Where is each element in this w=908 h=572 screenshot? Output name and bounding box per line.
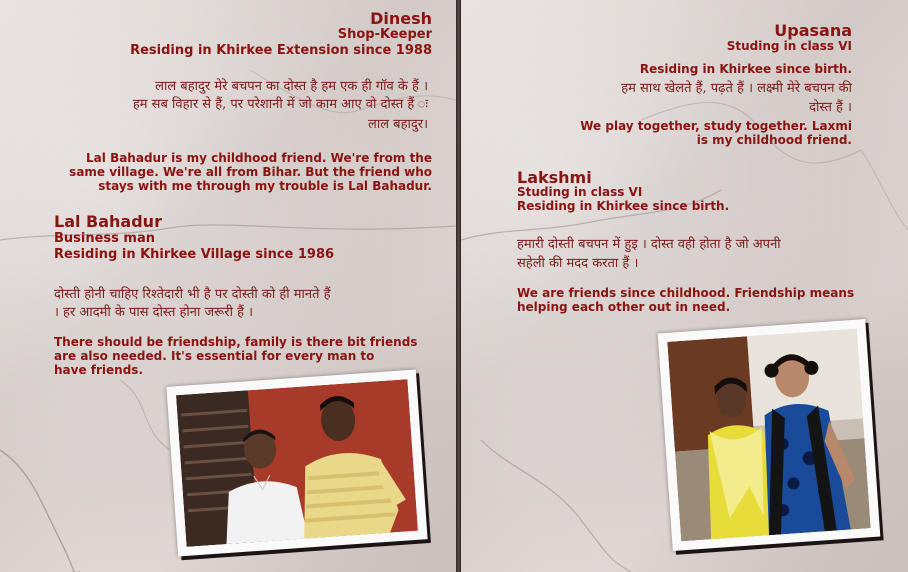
lakshmi-hindi-line1: हमारी दोस्ती बचपन में हुइ । दोस्त वही होता है जो अपनी [517, 237, 781, 252]
lal-bahadur-english-line3: have friends. [54, 363, 144, 377]
lakshmi-english-line1: We are friends since childhood. Friendship means [517, 286, 855, 300]
upasana-name: Upasana [774, 21, 852, 40]
lal-bahadur-residence: Residing in Khirkee Village since 1986 [54, 247, 335, 262]
photo-upasana-lakshmi [658, 319, 881, 551]
men-photo-illustration [176, 379, 418, 547]
dinesh-hindi-line3: लाल बहादुर। [368, 117, 428, 132]
upasana-hindi-line1: हम साथ खेलते हैं, पढ़ते हैं । लक्ष्मी मेरे बचपन की [621, 81, 852, 96]
dinesh-hindi-line2: हम सब विहार से हैं, पर परेशानी में जो काम आए वो दोस्त हैं ः [132, 97, 428, 112]
dinesh-english-line3: stays with me through my trouble is Lal Bahadur. [98, 179, 432, 193]
right-page [461, 0, 908, 572]
lakshmi-hindi-line2: सहेली की मदद करता हैं । [517, 256, 639, 271]
lakshmi-residence: Residing in Khirkee since birth. [517, 199, 730, 213]
photo-dinesh-lal-bahadur [166, 369, 427, 556]
upasana-residence: Residing in Khirkee since birth. [639, 62, 852, 76]
lal-bahadur-english-line1: There should be friendship, family is there bit friends [54, 335, 418, 349]
lal-bahadur-hindi-line2: । हर आदमी के पास दोस्त होना जरूरी हैं । [54, 305, 254, 320]
upasana-english-line1: We play together, study together. Laxmi [580, 119, 852, 133]
dinesh-name: Dinesh [370, 9, 432, 28]
dinesh-english-line2: same village. We're all from Bihar. But the friend who [69, 165, 432, 179]
lakshmi-english-line2: helping each other out in need. [517, 300, 731, 314]
lakshmi-name: Lakshmi [517, 168, 592, 187]
lal-bahadur-english-line2: are also needed. It's essential for every man to [54, 349, 375, 363]
dinesh-hindi-line1: लाल बहादुर मेरे बचपन का दोस्त है हम एक ही गॉव के हैं । [155, 79, 428, 94]
dinesh-english-line1: Lal Bahadur is my childhood friend. We're from the [86, 151, 432, 165]
upasana-class: Studing in class VI [726, 39, 852, 53]
lal-bahadur-hindi-line1: दोस्ती होनी चाहिए रिश्तेदारी भी है पर दोस्ती को ही मानते हैं [54, 287, 331, 302]
upasana-hindi-line2: दोस्त हैं । [809, 100, 852, 115]
girls-photo-illustration [667, 329, 870, 542]
upasana-english-line2: is my childhood friend. [696, 133, 852, 147]
dinesh-residence: Residing in Khirkee Extension since 1988 [130, 43, 432, 58]
lal-bahadur-occupation: Business man [54, 231, 156, 246]
lakshmi-class: Studing in class VI [517, 185, 643, 199]
lal-bahadur-name: Lal Bahadur [54, 212, 162, 231]
dinesh-occupation: Shop-Keeper [337, 27, 432, 42]
